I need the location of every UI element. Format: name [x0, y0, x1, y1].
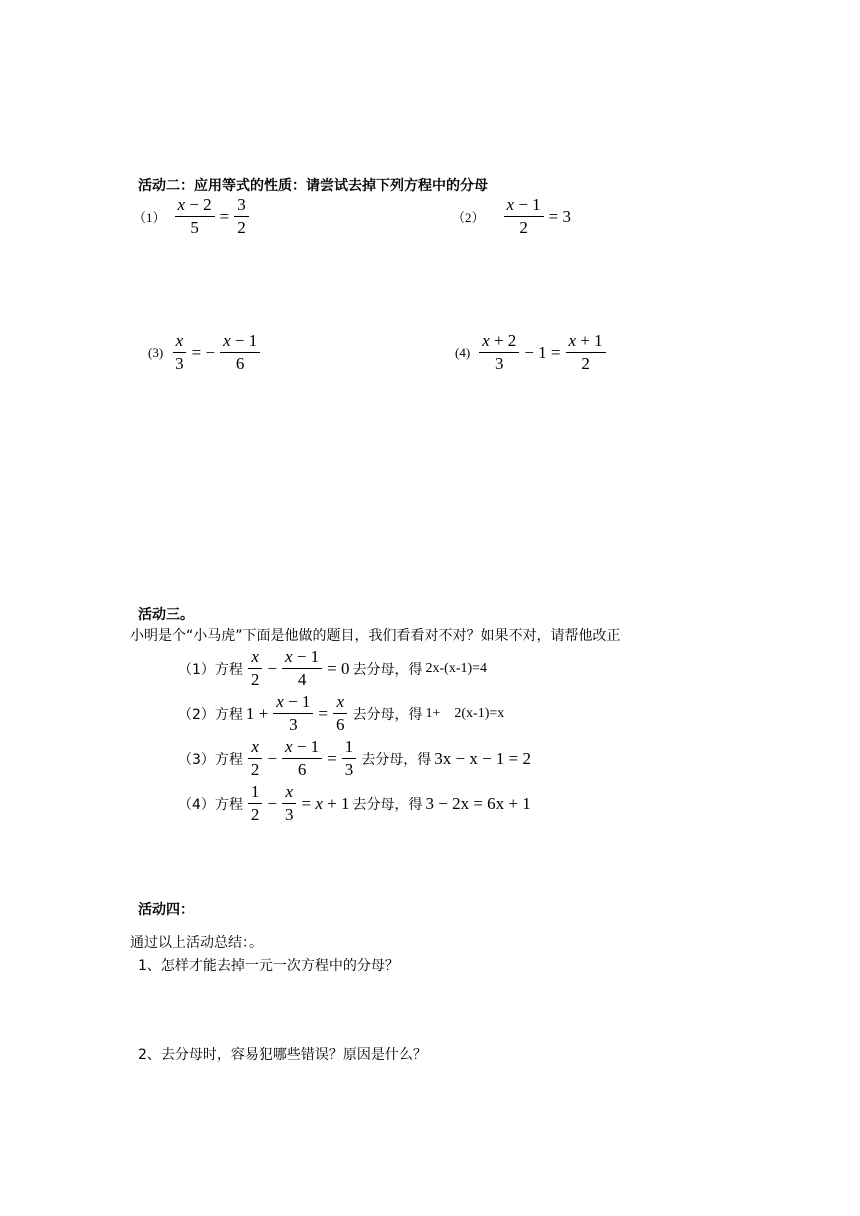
equation-3-label: (3)	[148, 344, 164, 360]
problem-4: （4）方程 $\frac{1}{2}$ − $\frac{x}{3}$ = x + 1 去分母，得 3 − 2x = 6x + 1	[178, 782, 531, 824]
equation-2-label: （2）	[452, 210, 485, 225]
activity2-heading: 活动二：应用等式的性质：请尝试去掉下列方程中的分母	[138, 178, 488, 194]
problem-1: （1）方程 $\frac{x}{2}$ − $\frac{x - 1}{4}$ = 0 去分母，得 2x-(x-1)=4	[178, 647, 488, 689]
problem-4-answer: 3 − 2x = 6x + 1	[425, 793, 531, 813]
question-1: 1、怎样才能去掉一元一次方程中的分母？	[138, 958, 399, 974]
activity3-intro: 小明是个“小马虎”下面是他做的题目，我们看看对不对？如果不对，请帮他改正	[130, 628, 621, 644]
equation-1-label: （1）	[133, 210, 166, 225]
activity4-heading: 活动四：	[138, 902, 194, 918]
problem-2-answer: 1+ 2(x-1)=x	[425, 705, 505, 721]
equation-2: （2） $\frac{x - 1}{2}$ = 3	[452, 195, 571, 237]
equation-3: (3) $\frac{x}{3}$ = − $\frac{x - 1}{6}$	[148, 332, 262, 373]
equation-4-label: (4)	[455, 344, 471, 360]
problem-3: （3）方程 $\frac{x}{2}$ − $\frac{x - 1}{6}$ = $\frac{1}{3}$ 去分母，得 3x − x − 1 = 2	[178, 737, 532, 779]
problem-3-label: （3）方程	[178, 751, 243, 768]
problem-3-answer: 3x − x − 1 = 2	[434, 748, 532, 768]
problem-4-suffix: 去分母，得	[352, 796, 423, 813]
problem-3-suffix: 去分母，得	[361, 751, 432, 768]
problem-1-suffix: 去分母，得	[352, 661, 423, 678]
equation-1: （1） $\frac{x - 2}{5}$ = $\frac{3}{2}$	[133, 196, 251, 237]
problem-2: （2）方程 1 + $\frac{x - 1}{3}$ = $\frac{x}{6}$ 去分母，得 1+ 2(x-1)=x	[178, 692, 505, 734]
problem-4-label: （4）方程	[178, 796, 243, 813]
problem-1-label: （1）方程	[178, 661, 243, 678]
question-2: 2、去分母时，容易犯哪些错误？原因是什么？	[138, 1047, 427, 1063]
activity4-summary: 通过以上活动总结：。	[130, 935, 263, 951]
activity3-heading: 活动三。	[138, 607, 194, 623]
problem-2-label: （2）方程	[178, 706, 243, 723]
problem-1-answer: 2x-(x-1)=4	[425, 660, 488, 676]
equation-4: (4) $\frac{x + 2}{3}$ − 1 = $\frac{x + 1}{2}$	[455, 332, 608, 373]
problem-2-suffix: 去分母，得	[352, 706, 423, 723]
